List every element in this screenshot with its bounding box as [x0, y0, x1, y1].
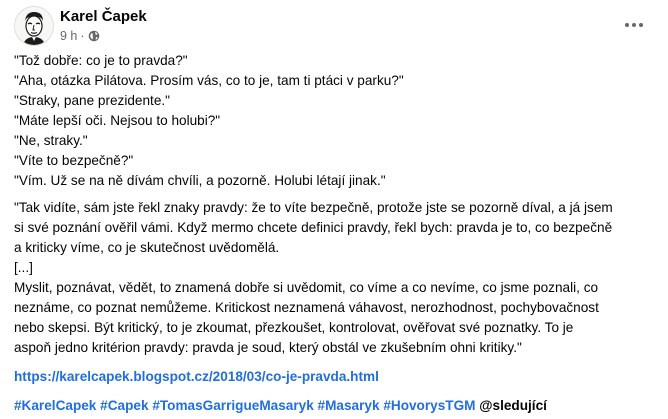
quote-line: aspoň jedno kritérion pravdy: pravda je soud, který obstál ve zkušebním ohni kritiky." [14, 340, 522, 355]
quote-line: [...] [14, 260, 33, 275]
hashtag-link[interactable]: #KarelCapek [14, 398, 97, 413]
hashtag-link[interactable]: #Masaryk [317, 398, 380, 413]
hashtag-line [14, 396, 662, 416]
spacer [14, 387, 662, 396]
avatar-portrait-icon [15, 7, 53, 45]
hashtag-link[interactable]: #TomasGarrigueMasaryk [152, 398, 314, 413]
quote-line: Myslit, poznávat, vědět, to znamená dobře si uvědomit, co víme a co nevíme, co jsme poznali, co [14, 280, 599, 295]
dialogue-line: "Ne, straky." [14, 133, 88, 148]
globe-icon[interactable] [88, 30, 100, 42]
dialogue-line: "Víte to bezpečně?" [14, 153, 134, 168]
post-meta [60, 28, 100, 44]
more-options-button[interactable] [618, 10, 650, 38]
quote-line: "Tak vidíte, sám jste řekl znaky pravdy: že to víte bezpečně, protože jste se pozorně díval, a já jsem [14, 200, 613, 215]
article-link[interactable]: https://karelcapek.blogspot.cz/2018/03/co-je-pravda.html [14, 369, 379, 384]
dialogue-line: "Aha, otázka Pilátova. Prosím vás, co to je, tam ti ptáci v parku?" [14, 73, 404, 88]
quote-line: nebo skepsi. Být kritický, to je zkoumat, přezkoušet, kontrolovat, ověřovat své poznatky. To je [14, 320, 574, 335]
more-horizontal-icon [624, 15, 644, 33]
post-timestamp[interactable]: 9 h [60, 29, 78, 43]
meta-separator: · [80, 29, 85, 43]
mention-link[interactable]: @sledující [479, 398, 547, 413]
spacer [14, 358, 662, 367]
quote-line: a kriticky víme, co je skutečnost uvědomělá. [14, 240, 280, 255]
post-header [14, 6, 654, 46]
hashtag-link[interactable]: #Capek [100, 398, 149, 413]
post-body [14, 51, 662, 416]
quote-line: si své poznání ověřil vámi. Když mermo chcete definici pravdy, řekl bych: pravda je to, co bezpečně [14, 220, 613, 235]
quote-block [14, 198, 662, 358]
avatar[interactable] [14, 6, 54, 46]
hashtag-link[interactable]: #HovorysTGM [383, 398, 476, 413]
link-line [14, 367, 662, 387]
dialogue-line: "Máte lepší oči. Nejsou to holubi?" [14, 113, 221, 128]
dialogue-line: "Straky, pane prezidente." [14, 93, 170, 108]
author-name[interactable]: Karel Čapek [60, 8, 147, 25]
dialogue-line: "Vím. Už se na ně dívám chvíli, a pozorně. Holubi létají jinak." [14, 173, 386, 188]
dialogue-block [14, 51, 662, 191]
dialogue-line: "Tož dobře: co je to pravda?" [14, 53, 188, 68]
spacer [14, 191, 662, 198]
quote-line: neznáme, co poznat nemůžeme. Kritickost neznamená váhavost, nerozhodnost, pochybovačnost [14, 300, 599, 315]
